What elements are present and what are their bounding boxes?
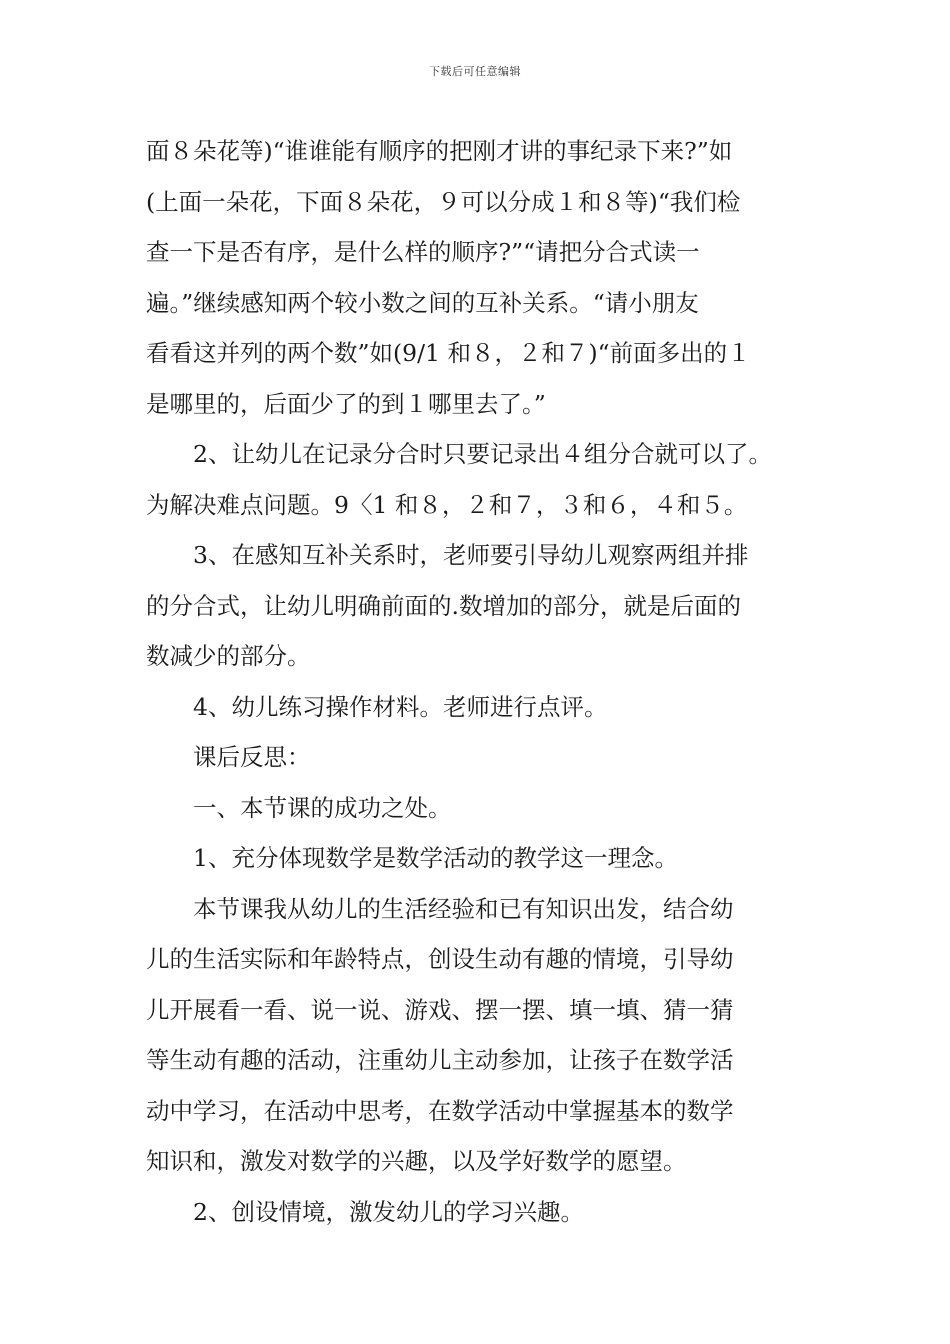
- text-line: (上面一朵花，下面８朵花，９可以分成１和８等)“我们检: [146, 187, 741, 216]
- text-line: 儿的生活实际和年龄特点，创设生动有趣的情境，引导幼: [146, 945, 734, 973]
- subheading-success: 一、本节课的成功之处。: [193, 793, 452, 822]
- point-2-heading: 2、创设情境，激发幼儿的学习兴趣。: [193, 1197, 584, 1226]
- paragraph-4-line: 4、幼儿练习操作材料。老师进行点评。: [193, 692, 608, 721]
- text-line: 查一下是否有序，是什么样的顺序?”“请把分合式读一: [146, 238, 700, 266]
- point-1-heading: 1、充分体现数学是数学活动的教学这一理念。: [193, 844, 678, 872]
- text-line: 面８朵花等)“谁谁能有顺序的把刚才讲的事纪录下来?”如: [146, 137, 733, 165]
- text-line: 是哪里的，后面少了的到１哪里去了。”: [146, 389, 546, 418]
- text-line: 数减少的部分。: [146, 642, 311, 670]
- page-header: 下载后可任意编辑: [429, 65, 521, 78]
- text-line: 等生动有趣的活动，注重幼儿主动参加，让孩子在数学活: [146, 1046, 734, 1074]
- text-line: 遍。”继续感知两个较小数之间的互补关系。“请小朋友: [146, 288, 699, 317]
- paragraph-3-line: 3、在感知互补关系时，老师要引导幼儿观察两组并排: [193, 541, 749, 569]
- text-line: 看看这并列的两个数”如(9/1 和８，２和７)“前面多出的１: [146, 339, 751, 367]
- text-line: 动中学习，在活动中思考，在数学活动中掌握基本的数学: [146, 1096, 734, 1125]
- text-line: 儿开展看一看、说一说、游戏、摆一摆、填一填、猜一猜: [146, 995, 734, 1024]
- text-line: 知识和，激发对数学的兴趣，以及学好数学的愿望。: [146, 1147, 687, 1175]
- text-line: 的分合式，让幼儿明确前面的.数增加的部分，就是后面的: [146, 591, 741, 620]
- section-heading-reflection: 课后反思：: [193, 743, 311, 771]
- text-line: 为解决难点问题。9〈1 和８，２和７，３和６，４和５。: [146, 490, 748, 519]
- document-body: [146, 126, 818, 1237]
- paragraph-line: 本节课我从幼儿的生活经验和已有知识出发，结合幼: [193, 894, 734, 923]
- paragraph-2-line: 2、让幼儿在记录分合时只要记录出４组分合就可以了。: [193, 440, 772, 468]
